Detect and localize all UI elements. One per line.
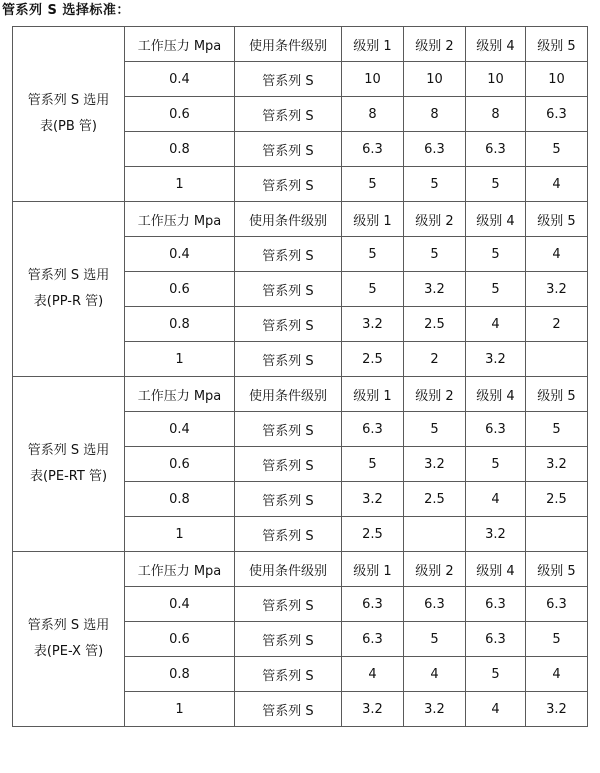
cell-working-pressure: 0.4 bbox=[125, 237, 235, 272]
cell-condition-level: 管系列 S bbox=[235, 622, 342, 657]
cell-working-pressure: 0.6 bbox=[125, 97, 235, 132]
page-title: 管系列 S 选择标准： bbox=[2, 3, 130, 18]
group-label-line1: 管系列 S 选用 bbox=[27, 268, 110, 283]
header-level-4: 级别 4 bbox=[466, 552, 526, 587]
header-level-1: 级别 1 bbox=[342, 377, 404, 412]
cell-level-5 bbox=[526, 342, 588, 377]
group-label bbox=[13, 27, 125, 202]
header-level-5: 级别 5 bbox=[526, 202, 588, 237]
cell-level-4: 3.2 bbox=[466, 342, 526, 377]
group-label-line2: 表(PE-RT 管) bbox=[29, 469, 108, 484]
cell-level-5: 2 bbox=[526, 307, 588, 342]
cell-level-2: 3.2 bbox=[404, 272, 466, 307]
cell-level-1: 2.5 bbox=[342, 517, 404, 552]
cell-level-2: 6.3 bbox=[404, 132, 466, 167]
header-level-2: 级别 2 bbox=[404, 27, 466, 62]
group-header-row bbox=[13, 377, 588, 412]
cell-level-1: 8 bbox=[342, 97, 404, 132]
header-working-pressure: 工作压力 Mpa bbox=[125, 202, 235, 237]
cell-level-5: 5 bbox=[526, 412, 588, 447]
cell-working-pressure: 1 bbox=[125, 517, 235, 552]
cell-level-2: 4 bbox=[404, 657, 466, 692]
cell-working-pressure: 0.4 bbox=[125, 62, 235, 97]
cell-condition-level: 管系列 S bbox=[235, 97, 342, 132]
cell-level-2: 2.5 bbox=[404, 482, 466, 517]
cell-condition-level: 管系列 S bbox=[235, 342, 342, 377]
cell-level-4: 6.3 bbox=[466, 412, 526, 447]
cell-level-4: 5 bbox=[466, 657, 526, 692]
cell-level-5: 3.2 bbox=[526, 692, 588, 727]
cell-condition-level: 管系列 S bbox=[235, 412, 342, 447]
cell-working-pressure: 0.8 bbox=[125, 307, 235, 342]
cell-working-pressure: 0.4 bbox=[125, 412, 235, 447]
cell-level-2: 3.2 bbox=[404, 692, 466, 727]
cell-level-2: 8 bbox=[404, 97, 466, 132]
cell-level-4: 6.3 bbox=[466, 132, 526, 167]
cell-level-4: 10 bbox=[466, 62, 526, 97]
cell-level-2: 2 bbox=[404, 342, 466, 377]
group-label bbox=[13, 377, 125, 552]
cell-condition-level: 管系列 S bbox=[235, 132, 342, 167]
header-working-pressure: 工作压力 Mpa bbox=[125, 552, 235, 587]
cell-level-1: 2.5 bbox=[342, 342, 404, 377]
cell-level-2: 6.3 bbox=[404, 587, 466, 622]
cell-working-pressure: 0.4 bbox=[125, 587, 235, 622]
header-condition-level: 使用条件级别 bbox=[235, 377, 342, 412]
cell-level-5: 5 bbox=[526, 622, 588, 657]
header-working-pressure: 工作压力 Mpa bbox=[125, 377, 235, 412]
cell-level-5: 4 bbox=[526, 167, 588, 202]
cell-level-1: 5 bbox=[342, 167, 404, 202]
cell-level-1: 6.3 bbox=[342, 622, 404, 657]
group-header-row bbox=[13, 27, 588, 62]
header-level-2: 级别 2 bbox=[404, 377, 466, 412]
cell-level-5: 10 bbox=[526, 62, 588, 97]
header-level-4: 级别 4 bbox=[466, 27, 526, 62]
cell-level-2: 3.2 bbox=[404, 447, 466, 482]
cell-condition-level: 管系列 S bbox=[235, 62, 342, 97]
cell-level-1: 5 bbox=[342, 237, 404, 272]
group-label-line1: 管系列 S 选用 bbox=[27, 443, 110, 458]
cell-level-2: 10 bbox=[404, 62, 466, 97]
cell-level-1: 5 bbox=[342, 272, 404, 307]
cell-level-2: 5 bbox=[404, 237, 466, 272]
header-condition-level: 使用条件级别 bbox=[235, 552, 342, 587]
group-label-line1: 管系列 S 选用 bbox=[27, 93, 110, 108]
cell-level-5: 5 bbox=[526, 132, 588, 167]
header-level-4: 级别 4 bbox=[466, 202, 526, 237]
cell-level-4: 3.2 bbox=[466, 517, 526, 552]
cell-level-1: 5 bbox=[342, 447, 404, 482]
group-label-line2: 表(PP-R 管) bbox=[33, 294, 104, 309]
cell-level-4: 5 bbox=[466, 272, 526, 307]
cell-level-4: 5 bbox=[466, 447, 526, 482]
cell-working-pressure: 1 bbox=[125, 692, 235, 727]
cell-level-1: 6.3 bbox=[342, 132, 404, 167]
cell-level-4: 4 bbox=[466, 307, 526, 342]
cell-level-5: 2.5 bbox=[526, 482, 588, 517]
group-header-row bbox=[13, 202, 588, 237]
cell-level-4: 5 bbox=[466, 237, 526, 272]
cell-condition-level: 管系列 S bbox=[235, 482, 342, 517]
cell-working-pressure: 1 bbox=[125, 167, 235, 202]
cell-condition-level: 管系列 S bbox=[235, 692, 342, 727]
cell-level-4: 4 bbox=[466, 692, 526, 727]
cell-level-4: 4 bbox=[466, 482, 526, 517]
header-working-pressure: 工作压力 Mpa bbox=[125, 27, 235, 62]
group-header-row bbox=[13, 552, 588, 587]
cell-level-1: 10 bbox=[342, 62, 404, 97]
group-label bbox=[13, 552, 125, 727]
group-label bbox=[13, 202, 125, 377]
cell-working-pressure: 1 bbox=[125, 342, 235, 377]
cell-level-2: 2.5 bbox=[404, 307, 466, 342]
header-level-1: 级别 1 bbox=[342, 27, 404, 62]
cell-condition-level: 管系列 S bbox=[235, 447, 342, 482]
cell-level-5: 4 bbox=[526, 657, 588, 692]
header-level-5: 级别 5 bbox=[526, 27, 588, 62]
cell-working-pressure: 0.6 bbox=[125, 447, 235, 482]
cell-condition-level: 管系列 S bbox=[235, 167, 342, 202]
cell-level-4: 6.3 bbox=[466, 622, 526, 657]
header-level-5: 级别 5 bbox=[526, 377, 588, 412]
cell-level-5: 4 bbox=[526, 237, 588, 272]
cell-level-2: 5 bbox=[404, 622, 466, 657]
cell-level-4: 5 bbox=[466, 167, 526, 202]
cell-working-pressure: 0.8 bbox=[125, 657, 235, 692]
cell-level-1: 3.2 bbox=[342, 692, 404, 727]
group-label-line1: 管系列 S 选用 bbox=[27, 618, 110, 633]
cell-level-1: 3.2 bbox=[342, 307, 404, 342]
cell-working-pressure: 0.8 bbox=[125, 482, 235, 517]
cell-level-1: 6.3 bbox=[342, 412, 404, 447]
cell-level-1: 4 bbox=[342, 657, 404, 692]
pipe-series-selection-table bbox=[12, 26, 588, 727]
cell-level-4: 8 bbox=[466, 97, 526, 132]
header-level-4: 级别 4 bbox=[466, 377, 526, 412]
cell-condition-level: 管系列 S bbox=[235, 657, 342, 692]
cell-level-2 bbox=[404, 517, 466, 552]
header-condition-level: 使用条件级别 bbox=[235, 27, 342, 62]
cell-level-5: 3.2 bbox=[526, 447, 588, 482]
cell-level-1: 6.3 bbox=[342, 587, 404, 622]
cell-condition-level: 管系列 S bbox=[235, 307, 342, 342]
cell-level-1: 3.2 bbox=[342, 482, 404, 517]
cell-condition-level: 管系列 S bbox=[235, 237, 342, 272]
cell-condition-level: 管系列 S bbox=[235, 272, 342, 307]
cell-condition-level: 管系列 S bbox=[235, 587, 342, 622]
cell-level-5: 6.3 bbox=[526, 97, 588, 132]
cell-level-4: 6.3 bbox=[466, 587, 526, 622]
cell-working-pressure: 0.6 bbox=[125, 272, 235, 307]
group-label-line2: 表(PE-X 管) bbox=[33, 644, 104, 659]
cell-level-5: 6.3 bbox=[526, 587, 588, 622]
header-level-2: 级别 2 bbox=[404, 202, 466, 237]
cell-level-5 bbox=[526, 517, 588, 552]
header-condition-level: 使用条件级别 bbox=[235, 202, 342, 237]
cell-working-pressure: 0.6 bbox=[125, 622, 235, 657]
cell-level-2: 5 bbox=[404, 167, 466, 202]
cell-level-5: 3.2 bbox=[526, 272, 588, 307]
header-level-5: 级别 5 bbox=[526, 552, 588, 587]
group-label-line2: 表(PB 管) bbox=[39, 119, 98, 134]
header-level-2: 级别 2 bbox=[404, 552, 466, 587]
header-level-1: 级别 1 bbox=[342, 552, 404, 587]
cell-condition-level: 管系列 S bbox=[235, 517, 342, 552]
header-level-1: 级别 1 bbox=[342, 202, 404, 237]
cell-level-2: 5 bbox=[404, 412, 466, 447]
cell-working-pressure: 0.8 bbox=[125, 132, 235, 167]
